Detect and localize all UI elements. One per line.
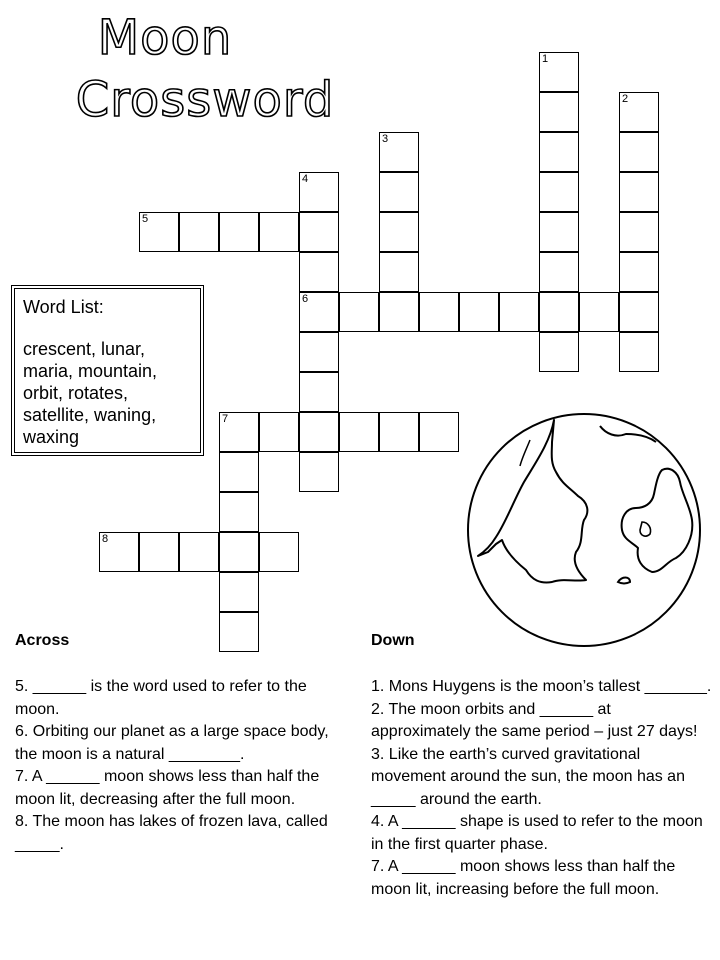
down-clue-4: 4. A ______ shape is used to refer to the moon in the first quarter phase. — [371, 813, 703, 853]
down-clues — [371, 676, 713, 901]
grid-cell[interactable] — [219, 492, 259, 532]
title-line-1: Moon — [97, 10, 233, 66]
title-line-2: Crossword — [75, 72, 335, 128]
across-clue-8: 8. The moon has lakes of frozen lava, called _____. — [15, 813, 328, 853]
clue-number: 6 — [302, 293, 309, 305]
clue-number: 7 — [222, 413, 229, 425]
grid-cell[interactable] — [299, 452, 339, 492]
grid-cell[interactable] — [299, 252, 339, 292]
across-clue-5: 5. ______ is the word used to refer to the moon. — [15, 678, 307, 718]
grid-cell[interactable] — [379, 132, 419, 172]
grid-cell[interactable] — [139, 532, 179, 572]
across-heading: Across — [15, 632, 70, 649]
clue-number: 4 — [302, 173, 309, 185]
across-clue-7: 7. A ______ moon shows less than half the moon lit, decreasing after the full moon. — [15, 768, 320, 808]
grid-cell[interactable] — [619, 332, 659, 372]
grid-cell[interactable] — [579, 292, 619, 332]
grid-cell[interactable] — [539, 172, 579, 212]
grid-cell[interactable] — [379, 292, 419, 332]
word-list-box — [11, 285, 204, 456]
grid-cell[interactable] — [179, 532, 219, 572]
grid-cell[interactable] — [299, 332, 339, 372]
clue-number: 3 — [382, 133, 389, 145]
grid-cell[interactable] — [619, 92, 659, 132]
grid-cell[interactable] — [259, 532, 299, 572]
grid-cell[interactable] — [299, 172, 339, 212]
clue-number: 2 — [622, 93, 629, 105]
grid-cell[interactable] — [459, 292, 499, 332]
grid-cell[interactable] — [379, 172, 419, 212]
grid-cell[interactable] — [139, 212, 179, 252]
clue-number: 8 — [102, 533, 109, 545]
clue-number: 1 — [542, 53, 549, 65]
grid-cell[interactable] — [259, 412, 299, 452]
grid-cell[interactable] — [619, 172, 659, 212]
moon-icon — [466, 412, 702, 648]
grid-cell[interactable] — [219, 612, 259, 652]
grid-cell[interactable] — [219, 212, 259, 252]
down-clue-1: 1. Mons Huygens is the moon’s tallest _______. — [371, 678, 712, 695]
grid-cell[interactable] — [539, 292, 579, 332]
grid-cell[interactable] — [299, 212, 339, 252]
grid-cell[interactable] — [619, 132, 659, 172]
grid-cell[interactable] — [99, 532, 139, 572]
grid-cell[interactable] — [219, 532, 259, 572]
grid-cell[interactable] — [499, 292, 539, 332]
grid-cell[interactable] — [379, 412, 419, 452]
grid-cell[interactable] — [219, 452, 259, 492]
grid-cell[interactable] — [539, 132, 579, 172]
grid-cell[interactable] — [299, 292, 339, 332]
down-heading: Down — [371, 632, 415, 649]
down-clue-7: 7. A ______ moon shows less than half the moon lit, increasing before the full moon. — [371, 858, 676, 898]
grid-cell[interactable] — [539, 212, 579, 252]
grid-cell[interactable] — [419, 292, 459, 332]
word-list-heading: Word List: — [23, 297, 104, 317]
grid-cell[interactable] — [539, 252, 579, 292]
grid-cell[interactable] — [219, 572, 259, 612]
down-clue-2: 2. The moon orbits and ______ at approximately the same period – just 27 days! — [371, 700, 698, 740]
word-list-words: crescent, lunar, maria, mountain, orbit, rotates, satellite, waning, waxing — [23, 339, 158, 447]
grid-cell[interactable] — [259, 212, 299, 252]
clue-number: 5 — [142, 213, 149, 225]
across-clue-6: 6. Orbiting our planet as a large space body, the moon is a natural ________. — [15, 723, 329, 763]
grid-cell[interactable] — [539, 92, 579, 132]
grid-cell[interactable] — [619, 292, 659, 332]
grid-cell[interactable] — [339, 412, 379, 452]
grid-cell[interactable] — [299, 372, 339, 412]
grid-cell[interactable] — [379, 212, 419, 252]
grid-cell[interactable] — [419, 412, 459, 452]
grid-cell[interactable] — [619, 212, 659, 252]
across-clues — [15, 676, 355, 856]
grid-cell[interactable] — [179, 212, 219, 252]
grid-cell[interactable] — [299, 412, 339, 452]
down-clue-3: 3. Like the earth’s curved gravitational movement around the sun, the moon has an _____ around the earth. — [371, 745, 685, 808]
grid-cell[interactable] — [379, 252, 419, 292]
grid-cell[interactable] — [219, 412, 259, 452]
grid-cell[interactable] — [539, 52, 579, 92]
grid-cell[interactable] — [339, 292, 379, 332]
grid-cell[interactable] — [539, 332, 579, 372]
grid-cell[interactable] — [619, 252, 659, 292]
